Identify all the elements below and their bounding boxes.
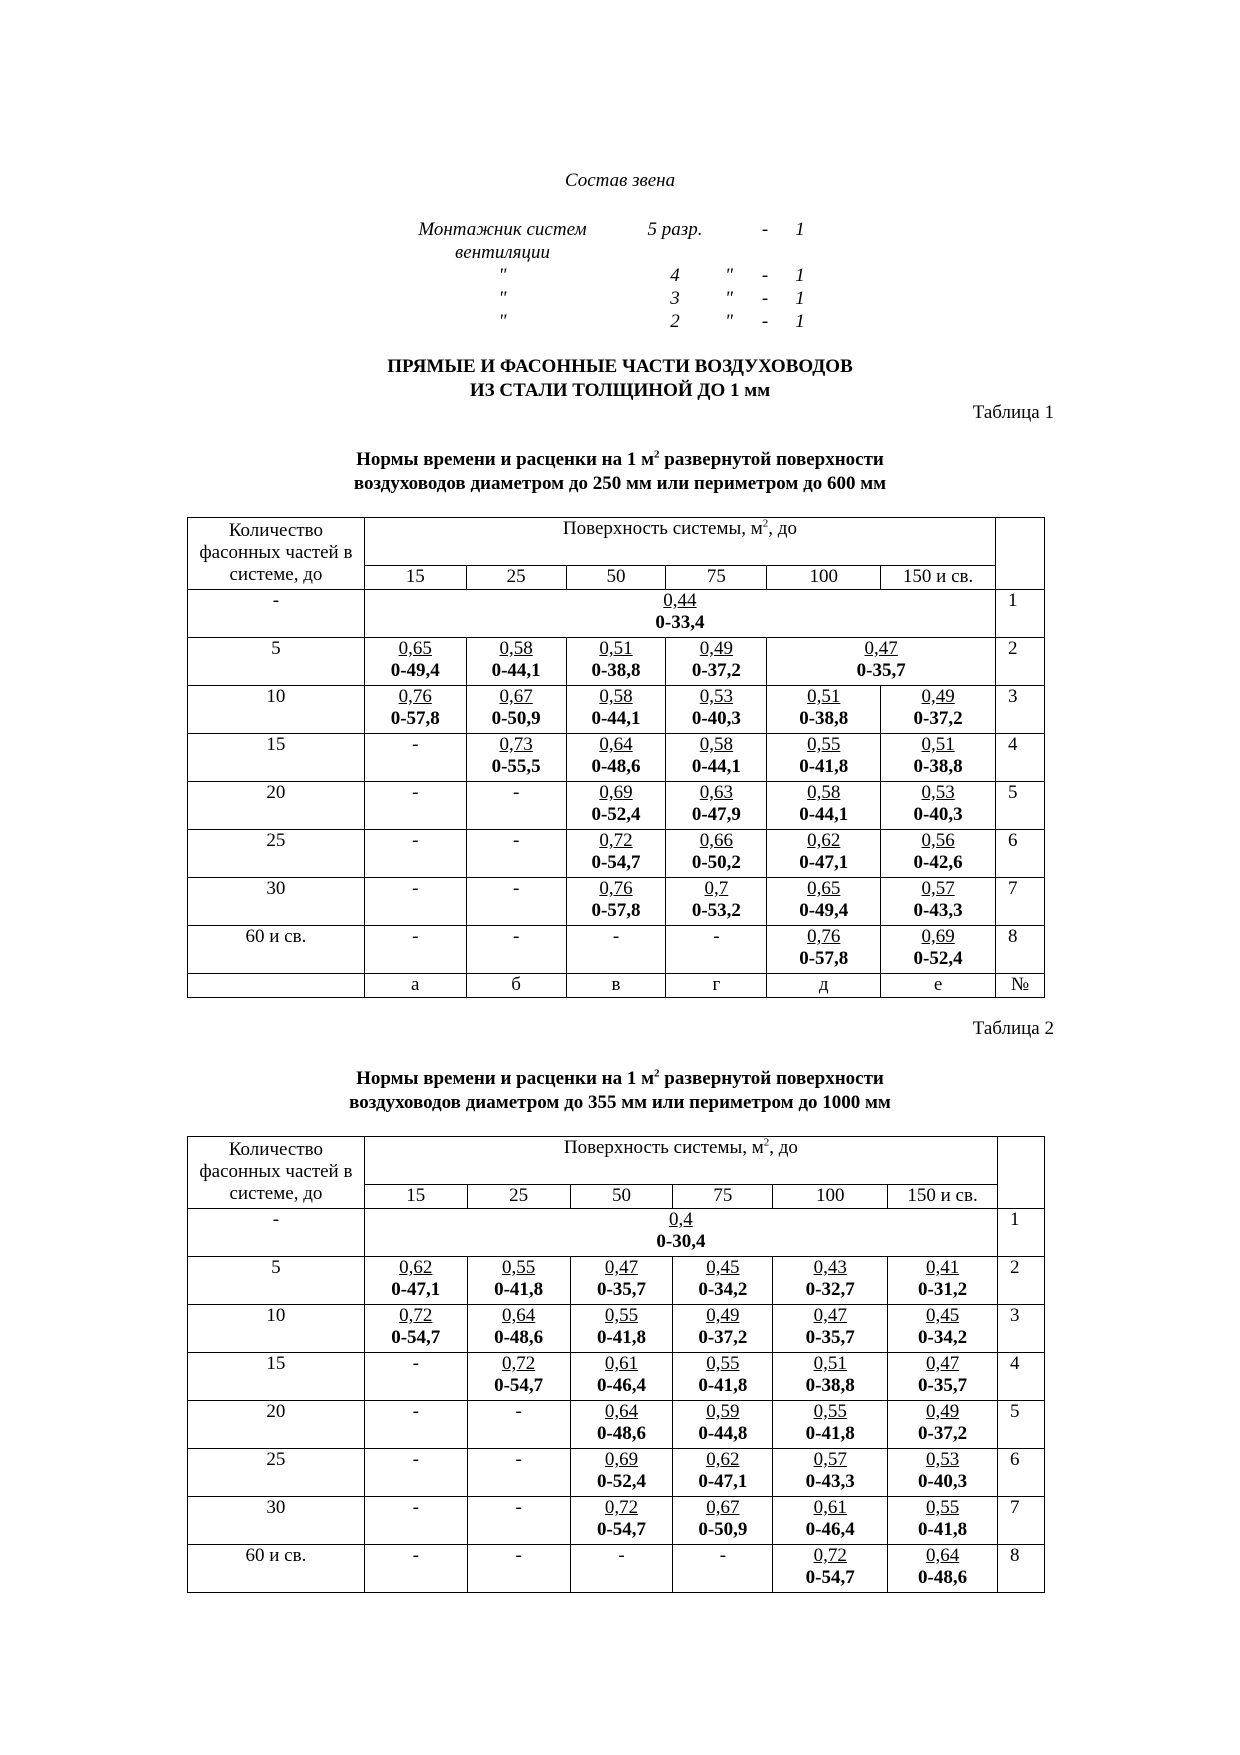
data-cell: 0,62 0-47,1 xyxy=(673,1449,773,1497)
table2-body xyxy=(188,1257,1045,1593)
crew-unit: " xyxy=(725,288,733,309)
table2-col-header: 15 xyxy=(364,1185,467,1209)
data-cell: 0,47 0-35,7 xyxy=(773,1305,888,1353)
data-cell: 0,62 0-47,1 xyxy=(767,830,881,878)
data-cell: - xyxy=(570,1545,673,1593)
data-cell: 0,61 0-46,4 xyxy=(773,1497,888,1545)
table-row xyxy=(188,590,1045,638)
data-cell: - xyxy=(364,734,466,782)
crew-grade: 5 разр. xyxy=(647,219,703,240)
row-label: 5 xyxy=(188,1257,365,1305)
data-cell: 0,65 0-49,4 xyxy=(364,638,466,686)
data-cell: 0,57 0-43,3 xyxy=(881,878,996,926)
data-cell: - xyxy=(466,830,566,878)
table1-header-left: Количество фасонных частей в системе, до xyxy=(188,518,365,590)
row-label: 5 xyxy=(188,638,365,686)
row-label: 30 xyxy=(188,878,365,926)
section-heading-line2: ИЗ СТАЛИ ТОЛЩИНОЙ ДО 1 мм xyxy=(469,380,771,401)
row-label: 60 и св. xyxy=(188,926,365,974)
data-cell: 0,65 0-49,4 xyxy=(767,878,881,926)
crew-dash: - xyxy=(761,311,769,332)
crew-unit: " xyxy=(725,311,733,332)
row-number: 5 xyxy=(997,1401,1044,1449)
table2-col-header: 75 xyxy=(673,1185,773,1209)
data-cell: - xyxy=(364,926,466,974)
table1-title-b: развернутой поверхности xyxy=(659,449,884,470)
data-cell: 0,49 0-37,2 xyxy=(666,638,767,686)
row-number: 1 xyxy=(996,590,1045,638)
table2-title xyxy=(0,1067,1240,1115)
row-label: 15 xyxy=(188,1353,365,1401)
footer-cell: г xyxy=(666,974,767,998)
data-cell: 0,76 0-57,8 xyxy=(566,878,666,926)
data-cell: 0,49 0-37,2 xyxy=(888,1401,998,1449)
data-cell: 0,47 0-35,7 xyxy=(767,638,996,686)
data-cell: 0,57 0-43,3 xyxy=(773,1449,888,1497)
data-cell: 0,47 0-35,7 xyxy=(570,1257,673,1305)
data-cell: 0,51 0-38,8 xyxy=(767,686,881,734)
table1-col-header: 75 xyxy=(666,566,767,590)
table1-body xyxy=(188,686,1045,974)
data-cell: - xyxy=(466,878,566,926)
data-cell: 0,69 0-52,4 xyxy=(566,782,666,830)
data-cell: 0,4 0-30,4 xyxy=(364,1209,997,1257)
crew-name-continuation: вентиляции xyxy=(455,242,550,263)
table2-header-left: Количество фасонных частей в системе, до xyxy=(188,1137,365,1209)
data-cell: 0,55 0-41,8 xyxy=(888,1497,998,1545)
crew-name: " xyxy=(498,288,507,309)
data-cell: 0,49 0-37,2 xyxy=(881,686,996,734)
table-row xyxy=(188,1497,1045,1545)
data-cell: 0,72 0-54,7 xyxy=(364,1305,467,1353)
footer-cell: № xyxy=(996,974,1045,998)
table1-col-header: 25 xyxy=(466,566,566,590)
table2-title-sup: 2 xyxy=(654,1067,660,1080)
table2-col-header: 25 xyxy=(467,1185,570,1209)
row-number: 6 xyxy=(996,830,1045,878)
table1 xyxy=(187,517,1045,998)
data-cell: - xyxy=(666,926,767,974)
data-cell: - xyxy=(364,1497,467,1545)
crew-dash: - xyxy=(761,265,769,286)
data-cell: 0,41 0-31,2 xyxy=(888,1257,998,1305)
table1-col-header: 15 xyxy=(364,566,466,590)
row-number: 3 xyxy=(996,686,1045,734)
crew-dash: - xyxy=(761,288,769,309)
row-number: 1 xyxy=(997,1209,1044,1257)
footer-cell: а xyxy=(364,974,466,998)
table2-header-num xyxy=(997,1137,1044,1209)
table-row xyxy=(188,1209,1045,1257)
crew-list xyxy=(380,218,880,333)
data-cell: 0,56 0-42,6 xyxy=(881,830,996,878)
data-cell: 0,64 0-48,6 xyxy=(570,1401,673,1449)
table2-label: Таблица 2 xyxy=(972,1018,1054,1039)
data-cell: - xyxy=(364,878,466,926)
section-heading-line1: ПРЯМЫЕ И ФАСОННЫЕ ЧАСТИ ВОЗДУХОВОДОВ xyxy=(387,356,853,377)
row-number: 3 xyxy=(997,1305,1044,1353)
data-cell: 0,58 0-44,1 xyxy=(466,638,566,686)
table1-title-a: Нормы времени и расценки на 1 м xyxy=(356,449,655,470)
data-cell: 0,55 0-41,8 xyxy=(767,734,881,782)
data-cell: 0,62 0-47,1 xyxy=(364,1257,467,1305)
data-cell: 0,55 0-41,8 xyxy=(570,1305,673,1353)
row-label: 10 xyxy=(188,686,365,734)
footer-cell: б xyxy=(466,974,566,998)
data-cell: 0,64 0-48,6 xyxy=(566,734,666,782)
crew-name: Монтажник систем xyxy=(418,219,587,240)
crew-row-continuation xyxy=(380,241,880,264)
table1-col-header: 50 xyxy=(566,566,666,590)
row-label: 15 xyxy=(188,734,365,782)
data-cell: - xyxy=(364,1545,467,1593)
data-cell: 0,58 0-44,1 xyxy=(767,782,881,830)
data-cell: 0,72 0-54,7 xyxy=(566,830,666,878)
data-cell: 0,76 0-57,8 xyxy=(767,926,881,974)
table-row xyxy=(188,1353,1045,1401)
data-cell: 0,72 0-54,7 xyxy=(773,1545,888,1593)
data-cell: 0,55 0-41,8 xyxy=(467,1257,570,1305)
crew-grade: 2 xyxy=(670,311,680,332)
data-cell: - xyxy=(364,782,466,830)
table2-col-header: 50 xyxy=(570,1185,673,1209)
data-cell: 0,51 0-38,8 xyxy=(881,734,996,782)
row-number: 7 xyxy=(997,1497,1044,1545)
data-cell: 0,55 0-41,8 xyxy=(673,1353,773,1401)
row-label: 30 xyxy=(188,1497,365,1545)
crew-grade: 3 xyxy=(670,288,680,309)
data-cell: - xyxy=(364,1401,467,1449)
crew-row xyxy=(380,310,880,333)
data-cell: 0,53 0-40,3 xyxy=(881,782,996,830)
data-cell: 0,69 0-52,4 xyxy=(881,926,996,974)
table-row xyxy=(188,1257,1045,1305)
table-row xyxy=(188,1449,1045,1497)
table-row xyxy=(188,830,1045,878)
row-number: 8 xyxy=(997,1545,1044,1593)
crew-count: 1 xyxy=(795,288,805,309)
row-label: 60 и св. xyxy=(188,1545,365,1593)
table1-footer-row xyxy=(188,974,1045,998)
crew-name: " xyxy=(498,311,507,332)
row-label: 10 xyxy=(188,1305,365,1353)
footer-cell: в xyxy=(566,974,666,998)
table-row xyxy=(188,782,1045,830)
data-cell: - xyxy=(466,782,566,830)
table2-header-top: Поверхность системы, $м^2$, до xyxy=(364,1137,997,1185)
crew-row xyxy=(380,264,880,287)
crew-unit xyxy=(725,218,745,241)
data-cell: 0,64 0-48,6 xyxy=(888,1545,998,1593)
table1-label: Таблица 1 xyxy=(972,402,1054,423)
data-cell: 0,63 0-47,9 xyxy=(666,782,767,830)
crew-title: Состав звена xyxy=(564,170,676,191)
table-row xyxy=(188,878,1045,926)
data-cell: - xyxy=(364,1449,467,1497)
data-cell: 0,51 0-38,8 xyxy=(773,1353,888,1401)
data-cell: 0,43 0-32,7 xyxy=(773,1257,888,1305)
data-cell: - xyxy=(467,1449,570,1497)
data-cell: 0,47 0-35,7 xyxy=(888,1353,998,1401)
table2-col-header: 150 и св. xyxy=(888,1185,998,1209)
table-row xyxy=(188,926,1045,974)
table1-title-sup: 2 xyxy=(654,448,660,461)
data-cell: 0,72 0-54,7 xyxy=(467,1353,570,1401)
table2-col-header: 100 xyxy=(773,1185,888,1209)
data-cell: 0,72 0-54,7 xyxy=(570,1497,673,1545)
data-cell: 0,76 0-57,8 xyxy=(364,686,466,734)
crew-dash: - xyxy=(761,219,769,240)
row-number: 8 xyxy=(996,926,1045,974)
data-cell: 0,45 0-34,2 xyxy=(673,1257,773,1305)
table1-title xyxy=(0,448,1240,496)
table-row xyxy=(188,686,1045,734)
data-cell: 0,64 0-48,6 xyxy=(467,1305,570,1353)
table-row xyxy=(188,638,1045,686)
section-heading xyxy=(0,355,1240,403)
data-cell: 0,58 0-44,1 xyxy=(666,734,767,782)
row-label: 25 xyxy=(188,830,365,878)
table1-col-header: 100 xyxy=(767,566,881,590)
row-label: 25 xyxy=(188,1449,365,1497)
data-cell: 0,45 0-34,2 xyxy=(888,1305,998,1353)
data-cell: 0,49 0-37,2 xyxy=(673,1305,773,1353)
crew-grade: 4 xyxy=(670,265,680,286)
crew-row xyxy=(380,287,880,310)
crew-count: 1 xyxy=(795,311,805,332)
data-cell: - xyxy=(467,1545,570,1593)
table1-col-header: 150 и св. xyxy=(881,566,996,590)
footer-cell: е xyxy=(881,974,996,998)
data-cell: 0,67 0-50,9 xyxy=(673,1497,773,1545)
row-number: 4 xyxy=(996,734,1045,782)
row-number: 2 xyxy=(997,1257,1044,1305)
row-label: - xyxy=(188,1209,365,1257)
table2 xyxy=(187,1136,1045,1593)
data-cell: 0,69 0-52,4 xyxy=(570,1449,673,1497)
data-cell: 0,66 0-50,2 xyxy=(666,830,767,878)
data-cell: 0,59 0-44,8 xyxy=(673,1401,773,1449)
table-row xyxy=(188,1305,1045,1353)
row-label: 20 xyxy=(188,782,365,830)
table2-title-b: развернутой поверхности xyxy=(659,1068,884,1089)
row-number: 2 xyxy=(996,638,1045,686)
row-number: 4 xyxy=(997,1353,1044,1401)
data-cell: 0,73 0-55,5 xyxy=(466,734,566,782)
row-number: 7 xyxy=(996,878,1045,926)
data-cell: 0,67 0-50,9 xyxy=(466,686,566,734)
row-label: 20 xyxy=(188,1401,365,1449)
table-row xyxy=(188,734,1045,782)
table1-title-line2: воздуховодов диаметром до 250 мм или периметром до 600 мм xyxy=(353,473,887,494)
crew-count: 1 xyxy=(795,265,805,286)
data-cell: - xyxy=(566,926,666,974)
data-cell: 0,61 0-46,4 xyxy=(570,1353,673,1401)
crew-row xyxy=(380,218,880,241)
data-cell: 0,44 0-33,4 xyxy=(364,590,995,638)
table2-title-a: Нормы времени и расценки на 1 м xyxy=(356,1068,655,1089)
data-cell: - xyxy=(364,1353,467,1401)
data-cell: 0,53 0-40,3 xyxy=(888,1449,998,1497)
data-cell: 0,7 0-53,2 xyxy=(666,878,767,926)
data-cell: 0,53 0-40,3 xyxy=(666,686,767,734)
data-cell: - xyxy=(673,1545,773,1593)
crew-name: " xyxy=(498,265,507,286)
row-number: 5 xyxy=(996,782,1045,830)
data-cell: 0,55 0-41,8 xyxy=(773,1401,888,1449)
row-label: - xyxy=(188,590,365,638)
table-row xyxy=(188,1401,1045,1449)
table1-header-num xyxy=(996,518,1045,590)
data-cell: 0,58 0-44,1 xyxy=(566,686,666,734)
footer-cell xyxy=(188,974,365,998)
table-row xyxy=(188,1545,1045,1593)
crew-unit: " xyxy=(725,265,733,286)
data-cell: - xyxy=(467,1401,570,1449)
table2-title-line2: воздуховодов диаметром до 355 мм или периметром до 1000 мм xyxy=(349,1092,891,1113)
crew-count: 1 xyxy=(795,219,805,240)
data-cell: - xyxy=(364,830,466,878)
footer-cell: д xyxy=(767,974,881,998)
table1-header-top: Поверхность системы, $м^2$, до xyxy=(364,518,995,566)
row-number: 6 xyxy=(997,1449,1044,1497)
data-cell: 0,51 0-38,8 xyxy=(566,638,666,686)
data-cell: - xyxy=(466,926,566,974)
data-cell: - xyxy=(467,1497,570,1545)
